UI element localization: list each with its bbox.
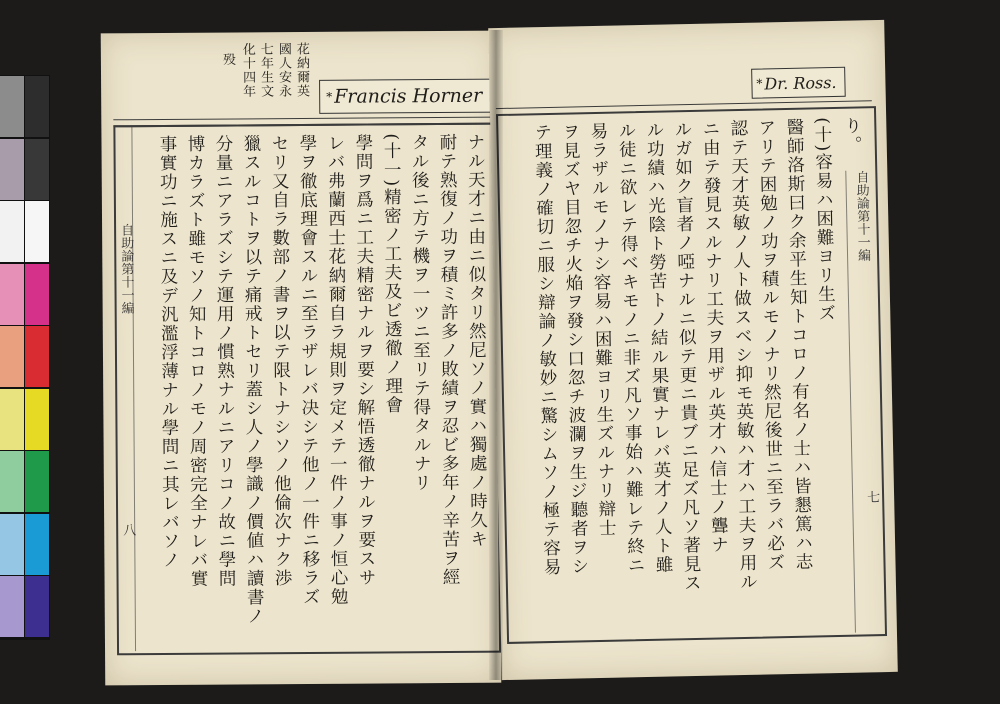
page-number: 八 — [120, 523, 136, 537]
color-swatch — [25, 139, 49, 200]
color-swatch — [25, 389, 49, 450]
signature-text: Francis Horner — [334, 84, 483, 108]
color-swatch — [0, 76, 24, 137]
text-column: 獵スルコトヲ以テ痛戒トセリ蓋シ人ノ學識ノ價値ハ讀書ノ — [240, 134, 265, 626]
header-name-line: 化十四年 — [239, 42, 256, 99]
text-column: 耐テ熟復ノ功ヲ積ミ許多ノ敗績ヲ忍ビ多年ノ辛苦ヲ經 — [436, 132, 461, 587]
text-column: レバ弗蘭西士花納爾自ラ規則ヲ定メテ一件ノ事ノ恒心勉 — [324, 133, 349, 607]
signature-label-francis-horner — [319, 79, 497, 114]
text-column: ル功績ハ光陰ト勞苦トノ結ル果實ナレバ英才ノ人ト雖 — [643, 120, 674, 575]
text-column: セリ又自ラ數部ノ書ヲ以テ限トナシソノ他倫次ナク渉 — [268, 134, 293, 588]
text-column: ヲ見ズヤ目忽チ火焔ヲ發シ口忽チ波瀾ヲ生ジ聽者ヲシ — [559, 122, 590, 577]
color-swatch — [0, 451, 24, 512]
color-swatch — [0, 264, 24, 325]
text-column: テ理義ノ確切ニ服シ辯論ノ敏妙ニ驚シムソノ極テ容易 — [531, 122, 562, 577]
left-header-rule-thin — [113, 117, 493, 121]
text-column: ルガ如ク盲者ノ啞ナルニ似テ更ニ貴ブニ足ズ凡ソ著見ス — [671, 119, 702, 593]
color-swatch — [0, 201, 24, 262]
color-swatch — [0, 326, 24, 387]
color-swatch — [25, 326, 49, 387]
right-page — [488, 20, 898, 680]
color-calibration-strip — [0, 75, 50, 640]
signature-text: Dr. Ross. — [764, 72, 837, 93]
text-column: 學問ヲ爲ニ工夫精密ナルヲ要シ解悟透徹ナルヲ要スサ — [352, 133, 377, 588]
left-page — [101, 31, 502, 686]
header-name-line: 殁 — [219, 52, 235, 67]
open-book — [97, 20, 897, 690]
color-swatch — [25, 201, 49, 262]
color-swatch — [25, 451, 49, 512]
color-swatch — [25, 76, 49, 137]
signature-label-dr-ross — [751, 67, 846, 99]
text-column: アリテ困勉ノ功ヲ積ルモノナリ然尼後世ニ至ラバ必ズ — [755, 118, 786, 573]
color-swatch — [0, 514, 24, 575]
text-column: 學ヲ徹底理會スルニ至ラザレバ决シテ他ノ一件ニ移ラズ — [296, 133, 321, 607]
section-heading: (十)容易ハ困難ヨリ生ズ — [811, 117, 836, 323]
color-swatch — [25, 264, 49, 325]
color-swatch — [25, 514, 49, 575]
continuation-mark: り。 — [841, 116, 863, 155]
asterisk-icon: * — [326, 89, 333, 104]
page-number: 七 — [863, 490, 880, 504]
text-column: 分量ニアラズシテ運用ノ慣熟ナルニアリコノ故ニ學問 — [212, 134, 237, 589]
color-swatch — [25, 576, 49, 637]
book-gutter — [489, 30, 503, 680]
text-column: 認テ天才英敏ノ人ト做スベシ抑モ英敏ハ才ハ工夫ヲ用ル — [727, 118, 758, 592]
header-name-line: 國人安永 — [275, 42, 292, 99]
text-column: 博カラズト雖モソノ知トコロノモノ周密完全ナレバ實 — [184, 134, 209, 589]
text-column: タル後ニ方テ機ヲ一ツニ至リテ得タルナリ — [408, 133, 432, 493]
asterisk-icon: * — [756, 76, 763, 91]
text-column: ナル天才ニ由ニ似タリ然尼ソノ實ハ獨處ノ時久キ — [464, 132, 488, 549]
header-name-line: 七年生文 — [257, 42, 274, 99]
text-column: ル徒ニ欲レテ得ベキモノニ非ズ凡ソ事始ハ難レテ終ニ — [615, 121, 646, 576]
text-column: 醫師洛斯曰ク余平生知トコロノ有名ノ士ハ皆懇篤ハ志 — [783, 117, 814, 572]
folio-title: 自助論第十一編 — [118, 223, 134, 315]
text-column: 事實功ニ施スニ及デ汎濫浮薄ナル學問ニ其レバソノ — [156, 134, 180, 570]
folio-title: 自助論第十一編 — [853, 170, 871, 262]
color-swatch — [0, 576, 24, 637]
color-swatch — [0, 139, 24, 200]
section-heading: (十一)精密ノ工夫及ビ透徹ノ理會 — [380, 133, 403, 415]
text-column: ニ由テ發見スルナリ工夫ヲ用ザル英才ハ信士ノ聾ナ — [699, 119, 729, 555]
color-swatch — [0, 389, 24, 450]
header-name-line: 花納爾英 — [293, 41, 310, 99]
text-column: 易ラザルモノナシ容易ハ困難ヨリ生ズルナリ辯士 — [587, 121, 617, 538]
